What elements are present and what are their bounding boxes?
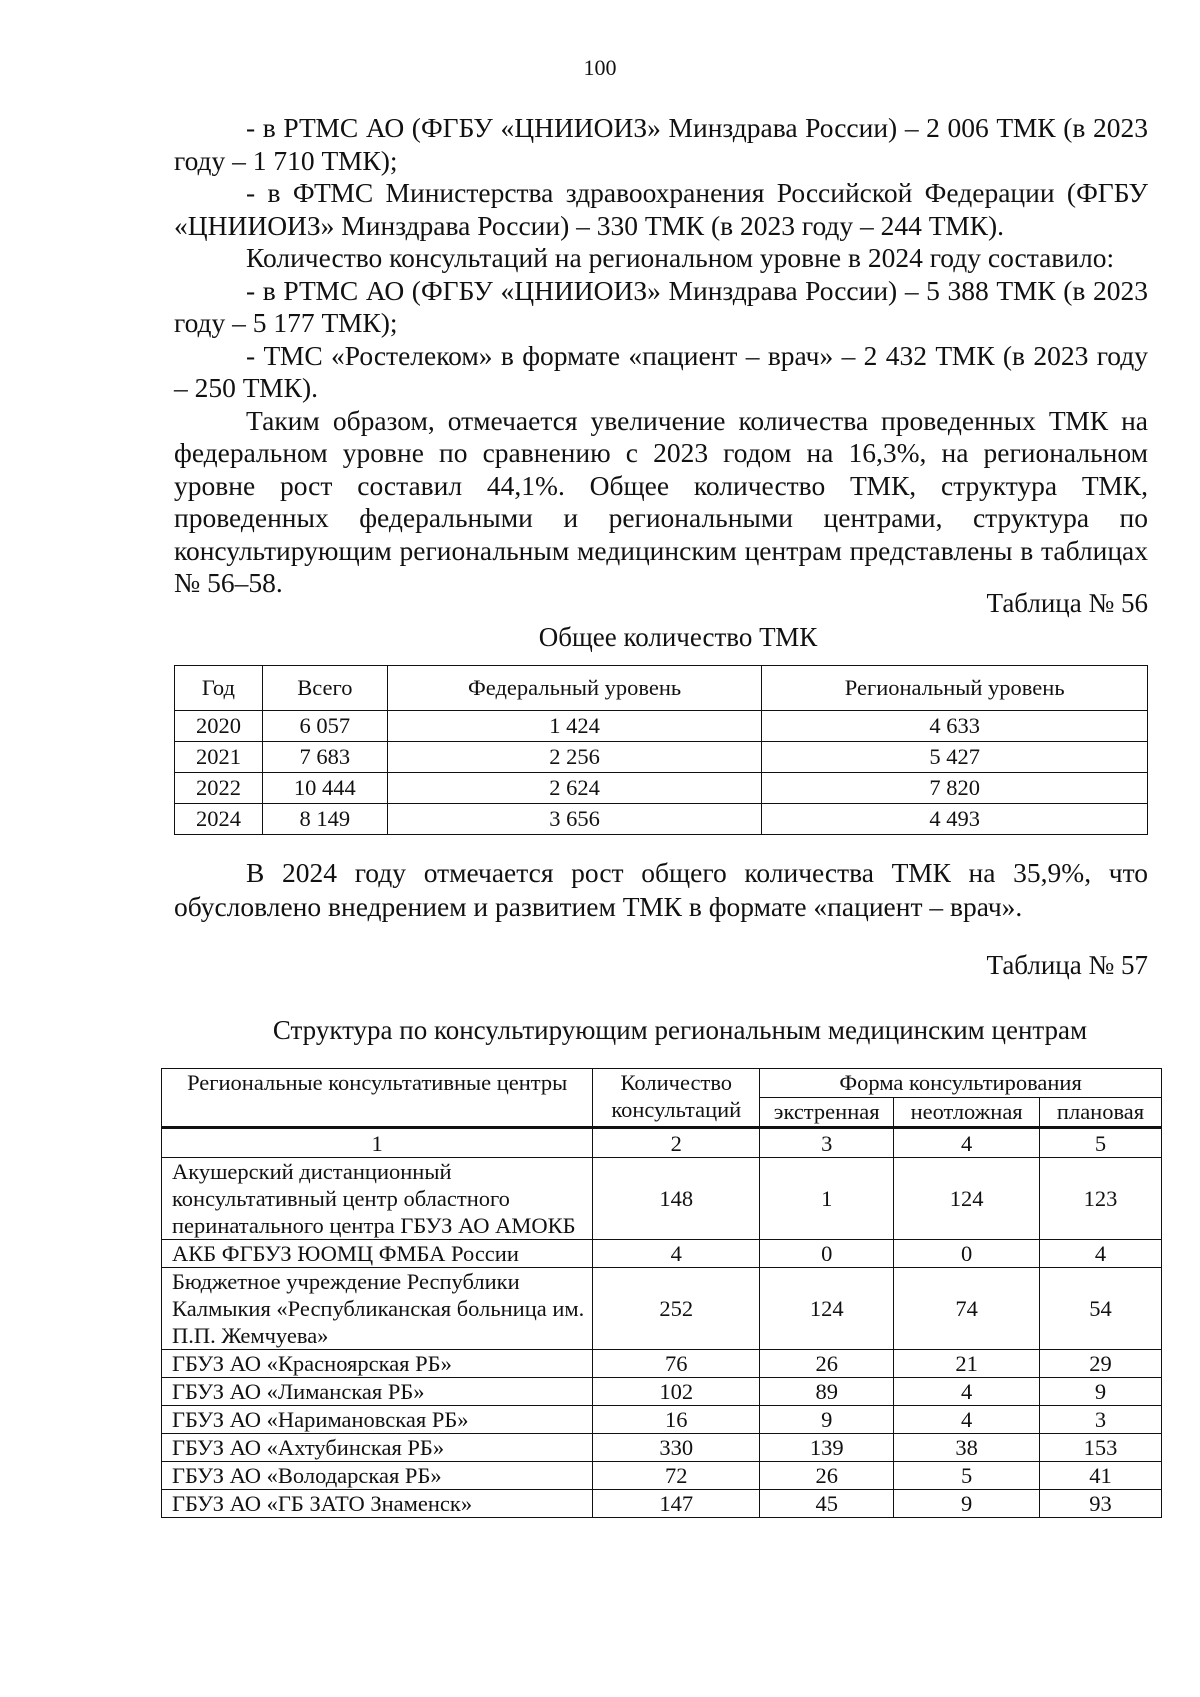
cell: 1: [760, 1158, 894, 1240]
cell: 148: [593, 1158, 760, 1240]
table-row: [162, 1462, 1162, 1490]
cell: ГБУЗ АО «ГБ ЗАТО Знаменск»: [162, 1490, 593, 1518]
table-row: [162, 1240, 1162, 1268]
cell: 4: [894, 1378, 1040, 1406]
cell: 10 444: [262, 773, 387, 804]
table-57: [161, 1068, 1162, 1518]
table-header-row: [175, 666, 1148, 711]
table-row: [162, 1490, 1162, 1518]
cell: 3: [1040, 1406, 1162, 1434]
body-text-mid: [174, 856, 1148, 924]
table-row: [175, 711, 1148, 742]
table56-label: Таблица № 56: [986, 588, 1148, 618]
col-header-year: Год: [175, 666, 263, 711]
cell: 102: [593, 1378, 760, 1406]
cell: 2 624: [387, 773, 762, 804]
table-row: [175, 804, 1148, 835]
cell: 45: [760, 1490, 894, 1518]
cell: 9: [1040, 1378, 1162, 1406]
col-header-emergency: экстренная: [760, 1098, 894, 1128]
body-text-top: [174, 112, 1148, 600]
table-row: [162, 1434, 1162, 1462]
cell: ГБУЗ АО «Наримановская РБ»: [162, 1406, 593, 1434]
page-number: 100: [583, 55, 617, 80]
cell: 3 656: [387, 804, 762, 835]
cell: 4: [894, 1406, 1040, 1434]
cell: 38: [894, 1434, 1040, 1462]
table-header-row: [162, 1069, 1162, 1098]
table56-title: Общее количество ТМК: [538, 622, 818, 652]
paragraph: - ТМС «Ростелеком» в формате «пациент – врач» – 2 432 ТМК (в 2023 году – 250 ТМК).: [174, 339, 1148, 403]
paragraph: Таким образом, отмечается увеличение количества проведенных ТМК на федеральном уровне по сравнению с 2023 годом на 16,3%, на региональном уровне рост составил 44,1%. Общее количество ТМК, структура ТМК, проведенных федеральными и региональными центрами, структура по консультирующим региональным медицинским центрам представлены в таблицах № 56–58.: [174, 404, 1148, 598]
cell: 124: [894, 1158, 1040, 1240]
table-row: [175, 742, 1148, 773]
col-header-form: Форма консультирования: [760, 1069, 1162, 1098]
cell: 41: [1040, 1462, 1162, 1490]
cell: 2: [593, 1128, 760, 1158]
paragraph: - в ФТМС Министерства здравоохранения Российской Федерации (ФГБУ «ЦНИИОИЗ» Минздрава России) – 330 ТМК (в 2023 году – 244 ТМК).: [174, 177, 1148, 241]
table-row: [175, 773, 1148, 804]
cell: ГБУЗ АО «Красноярская РБ»: [162, 1350, 593, 1378]
cell: Бюджетное учреждение Республики Калмыкия «Республиканская больница им. П.П. Жемчуева»: [162, 1268, 593, 1350]
cell: 4: [593, 1240, 760, 1268]
cell: 72: [593, 1462, 760, 1490]
col-header-planned: плановая: [1040, 1098, 1162, 1128]
cell: 2024: [175, 804, 263, 835]
cell: 26: [760, 1462, 894, 1490]
col-header-count: Количество консультаций: [593, 1069, 760, 1128]
cell: 5: [1040, 1128, 1162, 1158]
cell: 2022: [175, 773, 263, 804]
cell: 5: [894, 1462, 1040, 1490]
paragraph: Количество консультаций на региональном уровне в 2024 году составило:: [246, 242, 1115, 273]
paragraph: В 2024 году отмечается рост общего количества ТМК на 35,9%, что обусловлено внедрением и развитием ТМК в формате «пациент – врач».: [174, 857, 1148, 922]
table-row: [162, 1406, 1162, 1434]
table-row: [162, 1378, 1162, 1406]
table-row: [162, 1158, 1162, 1240]
cell: 330: [593, 1434, 760, 1462]
col-header-regional: Региональный уровень: [762, 666, 1148, 711]
cell: 26: [760, 1350, 894, 1378]
cell: 4: [1040, 1240, 1162, 1268]
cell: 89: [760, 1378, 894, 1406]
cell: ГБУЗ АО «Володарская РБ»: [162, 1462, 593, 1490]
column-number-row: [162, 1128, 1162, 1158]
cell: 4 633: [762, 711, 1148, 742]
table-56: [174, 665, 1148, 835]
cell: 139: [760, 1434, 894, 1462]
cell: 4: [894, 1128, 1040, 1158]
cell: 76: [593, 1350, 760, 1378]
col-header-centers: Региональные консультативные центры: [162, 1069, 593, 1128]
cell: 0: [760, 1240, 894, 1268]
cell: 21: [894, 1350, 1040, 1378]
cell: 7 683: [262, 742, 387, 773]
cell: 123: [1040, 1158, 1162, 1240]
cell: АКБ ФГБУЗ ЮОМЦ ФМБА России: [162, 1240, 593, 1268]
table57-label: Таблица № 57: [986, 950, 1148, 980]
cell: 54: [1040, 1268, 1162, 1350]
cell: 74: [894, 1268, 1040, 1350]
cell: ГБУЗ АО «Лиманская РБ»: [162, 1378, 593, 1406]
cell: 3: [760, 1128, 894, 1158]
cell: 7 820: [762, 773, 1148, 804]
cell: 0: [894, 1240, 1040, 1268]
cell: 5 427: [762, 742, 1148, 773]
cell: 153: [1040, 1434, 1162, 1462]
cell: 1 424: [387, 711, 762, 742]
col-header-total: Всего: [262, 666, 387, 711]
cell: ГБУЗ АО «Ахтубинская РБ»: [162, 1434, 593, 1462]
cell: 2 256: [387, 742, 762, 773]
table57-title: Структура по консультирующим региональным медицинским центрам: [272, 1015, 1088, 1045]
cell: 4 493: [762, 804, 1148, 835]
col-header-urgent: неотложная: [894, 1098, 1040, 1128]
table-row: [162, 1268, 1162, 1350]
cell: 16: [593, 1406, 760, 1434]
col-header-federal: Федеральный уровень: [387, 666, 762, 711]
cell: 9: [760, 1406, 894, 1434]
cell: 124: [760, 1268, 894, 1350]
cell: 6 057: [262, 711, 387, 742]
cell: 1: [162, 1128, 593, 1158]
paragraph: - в РТМС АО (ФГБУ «ЦНИИОИЗ» Минздрава России) – 5 388 ТМК (в 2023 году – 5 177 ТМК);: [174, 274, 1148, 338]
cell: 2021: [175, 742, 263, 773]
table-row: [162, 1350, 1162, 1378]
cell: 2020: [175, 711, 263, 742]
cell: 93: [1040, 1490, 1162, 1518]
cell: 252: [593, 1268, 760, 1350]
cell: Акушерский дистанционный консультативный центр областного перинатального центра ГБУЗ АО АМОКБ: [162, 1158, 593, 1240]
cell: 8 149: [262, 804, 387, 835]
paragraph: - в РТМС АО (ФГБУ «ЦНИИОИЗ» Минздрава России) – 2 006 ТМК (в 2023 году – 1 710 ТМК);: [174, 112, 1148, 176]
cell: 9: [894, 1490, 1040, 1518]
cell: 29: [1040, 1350, 1162, 1378]
cell: 147: [593, 1490, 760, 1518]
